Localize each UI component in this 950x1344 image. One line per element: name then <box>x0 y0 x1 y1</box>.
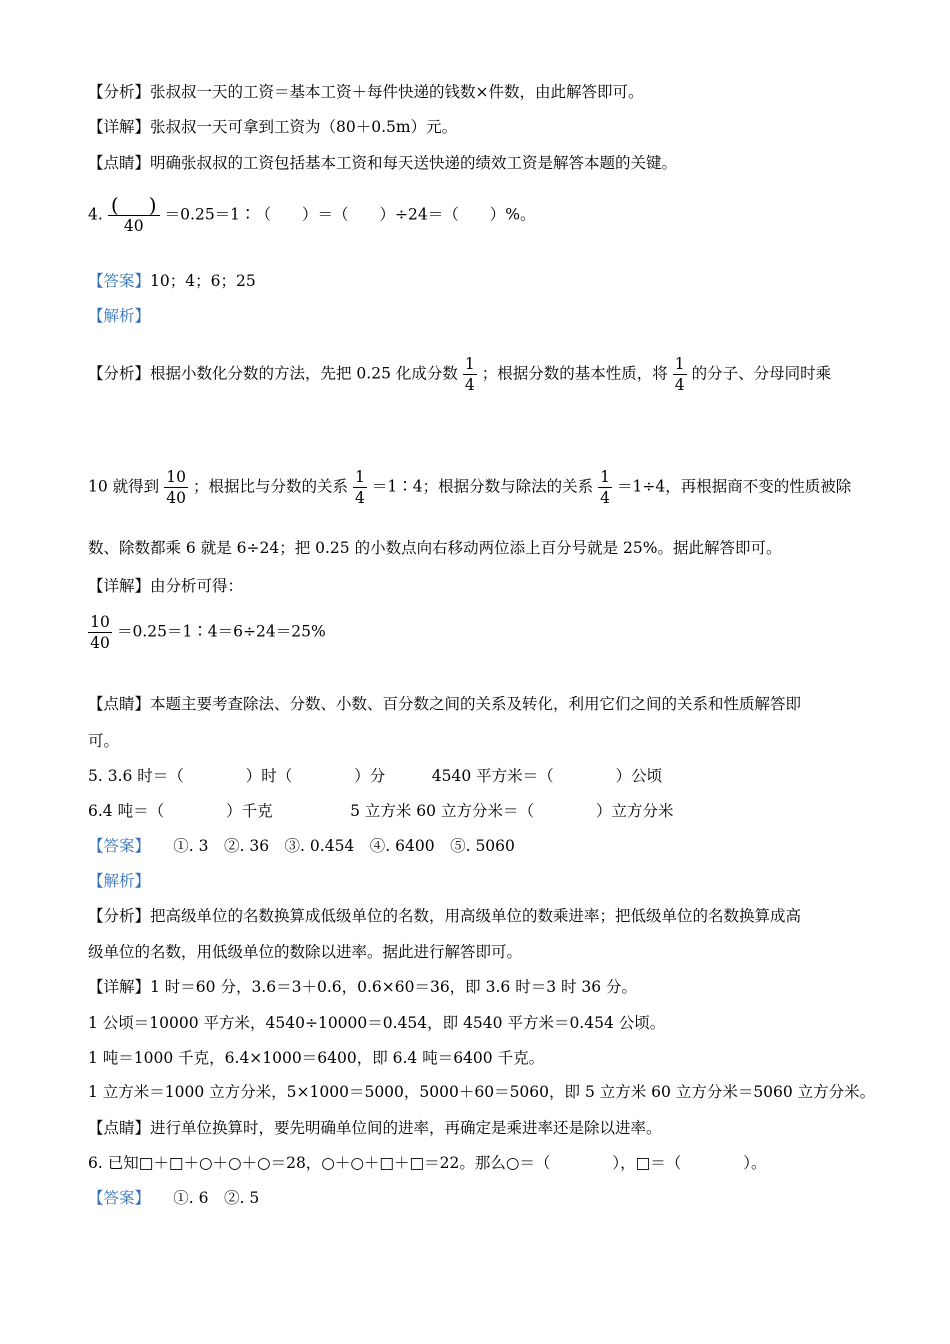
detail-5-line3: 1 吨＝1000 千克，6.4×1000＝6400，即 6.4 吨＝6400 千克。 <box>88 1049 545 1067</box>
answer-5 <box>88 836 515 856</box>
solution-tag-4: 【解析】 <box>88 307 151 325</box>
key-point-4-line1: 【点睛】本题主要考查除法、分数、小数、百分数之间的关系及转化，利用它们之间的关系和性质解答即 <box>88 695 802 713</box>
answer-text: ①. 3 ②. 36 ③. 0.454 ④. 6400 ⑤. 5060 <box>142 837 515 855</box>
question-5-line1: 5. 3.6 时＝（ ）时（ ）分 4540 平方米＝（ ）公顷 <box>88 767 663 785</box>
fraction-ten-fortieths: $\frac{10}{40}$ <box>164 468 188 507</box>
analysis-5-line2: 级单位的名数，用低级单位的数除以进率。据此进行解答即可。 <box>88 943 523 961</box>
analysis-4-line2: 10 就得到 $\frac{10}{40}$ ；根据比与分数的关系 $\frac{1}{4}$ ＝1∶4；根据分数与除法的关系 $\frac{1}{4}$ ＝1÷4，再根据商不变的性质被除 <box>88 468 852 507</box>
analysis-4-line1: 【分析】根据小数化分数的方法，先把 0.25 化成分数 $\frac{1}{4}$ ；根据分数的基本性质，将 $\frac{1}{4}$ 的分子、分母同时乘 <box>88 355 832 394</box>
fraction-one-quarter: $\frac{1}{4}$ <box>463 355 477 394</box>
question-4 <box>88 193 536 235</box>
key-point-5: 【点睛】进行单位换算时，要先明确单位间的进率，再确定是乘进率还是除以进率。 <box>88 1119 662 1137</box>
answer-tag: 【答案】 <box>88 837 143 855</box>
analysis-3: 【分析】张叔叔一天的工资＝基本工资＋每件快递的钱数×件数，由此解答即可。 <box>88 83 644 101</box>
solution-tag-5: 【解析】 <box>88 872 151 890</box>
answer-6 <box>88 1188 259 1208</box>
detail-3: 【详解】张叔叔一天可拿到工资为（80＋0.5m）元。 <box>88 118 458 136</box>
fraction-one-quarter: $\frac{1}{4}$ <box>353 468 367 507</box>
fraction-one-quarter: $\frac{1}{4}$ <box>598 468 612 507</box>
answer-4 <box>88 271 256 291</box>
detail-5-line2: 1 公顷＝10000 平方米，4540÷10000＝0.454，即 4540 平方米＝0.454 公顷。 <box>88 1014 666 1032</box>
equation-4: $\frac{10}{40}$ ＝0.25＝1∶4＝6÷24＝25% <box>88 613 326 652</box>
question-number: 4. <box>88 205 103 224</box>
key-point-4-line2: 可。 <box>88 732 120 750</box>
question-5-line2: 6.4 吨＝（ ）千克 5 立方米 60 立方分米＝（ ）立方分米 <box>88 802 674 820</box>
question-4-rest: ＝0.25＝1∶（ ）＝（ ）÷24＝（ ）%。 <box>164 205 536 224</box>
fraction-one-quarter: $\frac{1}{4}$ <box>673 355 687 394</box>
detail-4: 【详解】由分析可得： <box>88 577 244 595</box>
fraction-ten-fortieths: $\frac{10}{40}$ <box>88 613 112 652</box>
analysis-4-line3: 数、除数都乘 6 就是 6÷24；把 0.25 的小数点向右移动两位添上百分号就是 25%。据此解答即可。 <box>88 539 782 557</box>
key-point-3: 【点睛】明确张叔叔的工资包括基本工资和每天送快递的绩效工资是解答本题的关键。 <box>88 154 678 172</box>
answer-text: ①. 6 ②. 5 <box>142 1189 260 1207</box>
question-6: 6. 已知□＋□＋○＋○＋○＝28，○＋○＋□＋□＝22。那么○＝（ ），□＝（ ）。 <box>88 1154 767 1172</box>
answer-text: 10；4；6；25 <box>150 272 256 290</box>
blank-fraction: $\frac{( )}{40}$ <box>108 196 160 235</box>
answer-tag: 【答案】 <box>88 1189 143 1207</box>
answer-tag: 【答案】 <box>88 272 151 290</box>
analysis-5-line1: 【分析】把高级单位的名数换算成低级单位的名数，用高级单位的数乘进率；把低级单位的名数换算成高 <box>88 907 802 925</box>
detail-5-line1: 【详解】1 时＝60 分，3.6＝3＋0.6，0.6×60＝36，即 3.6 时＝3 时 36 分。 <box>88 978 638 996</box>
detail-5-line4: 1 立方米＝1000 立方分米，5×1000＝5000，5000＋60＝5060，即 5 立方米 60 立方分米＝5060 立方分米。 <box>88 1083 876 1101</box>
